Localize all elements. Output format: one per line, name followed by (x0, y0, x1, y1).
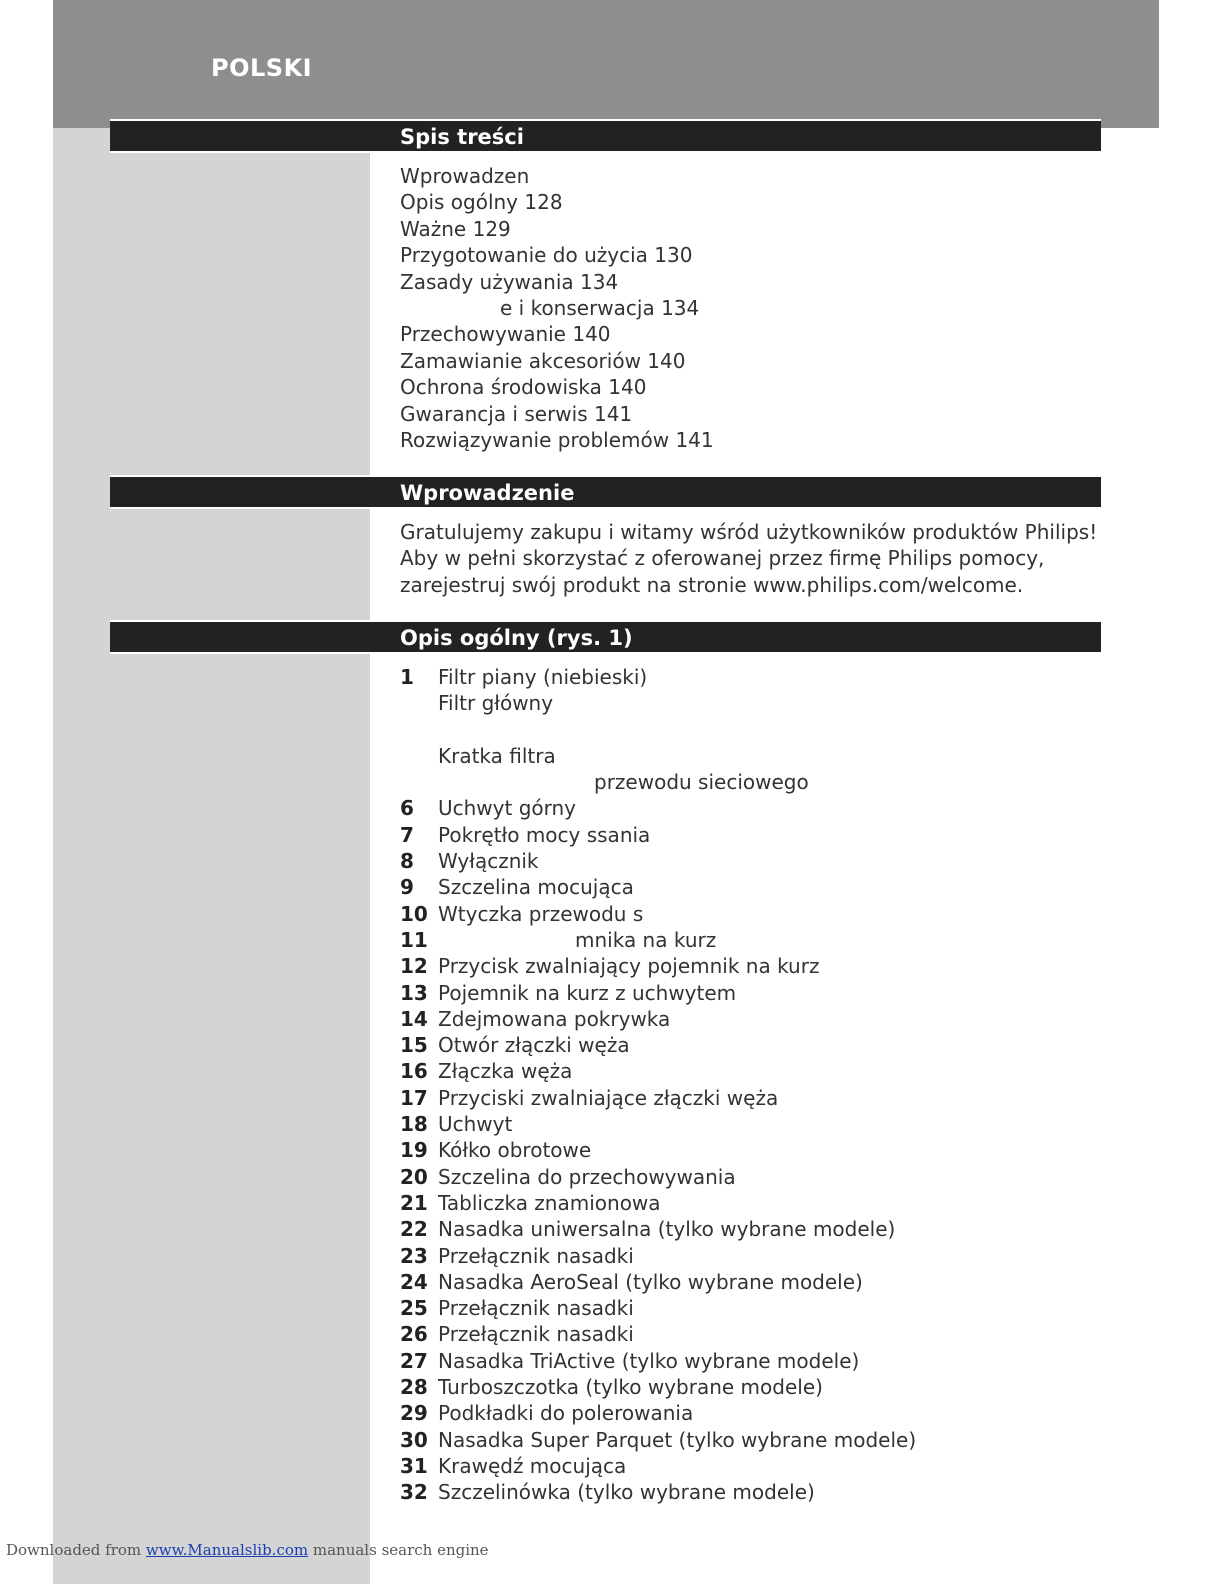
toc-item: Przechowywanie 140 (400, 322, 611, 347)
part-number: 8 (400, 849, 414, 874)
part-number: 17 (400, 1085, 428, 1110)
part-number: 16 (400, 1059, 428, 1084)
footer-credit (6, 1541, 489, 1559)
part-label: Złączka węża (438, 1059, 573, 1084)
part-number: 23 (400, 1243, 428, 1268)
part-item (400, 717, 916, 743)
part-item (400, 1006, 916, 1032)
part-number: 24 (400, 1269, 428, 1294)
part-label: Przełącznik nasadki (438, 1296, 634, 1321)
part-number: 32 (400, 1480, 428, 1505)
language-label: POLSKI (211, 54, 313, 82)
part-number: 12 (400, 954, 428, 979)
part-item (400, 848, 916, 874)
part-item (400, 1479, 916, 1505)
part-number: 9 (400, 875, 414, 900)
part-number (400, 717, 438, 743)
manualslib-link[interactable]: www.Manualslib.com (145, 1541, 309, 1559)
part-label: Pojemnik na kurz z uchwytem (438, 980, 737, 1005)
part-item (400, 1374, 916, 1400)
part-number: 22 (400, 1217, 428, 1242)
part-label: Kółko obrotowe (438, 1138, 592, 1163)
part-item (400, 874, 916, 900)
part-item (400, 1295, 916, 1321)
part-label: Tabliczka znamionowa (438, 1190, 661, 1215)
part-item (400, 743, 916, 769)
part-number: 13 (400, 980, 428, 1005)
footer-suffix: manuals search engine (308, 1541, 489, 1559)
part-item (400, 901, 916, 927)
part-label: Nasadka TriActive (tylko wybrane modele) (438, 1348, 860, 1373)
part-label: Kratka filtra (438, 743, 556, 768)
part-item (400, 1085, 916, 1111)
toc-item: Zamawianie akcesoriów 140 (400, 348, 686, 373)
toc-item: e i konserwacja 134 (500, 296, 700, 321)
part-item (400, 769, 916, 795)
part-number: 11 (400, 927, 428, 952)
part-item (400, 953, 916, 979)
part-label: Uchwyt (438, 1112, 513, 1137)
toc-list (400, 163, 714, 453)
toc-item: Gwarancja i serwis 141 (400, 401, 633, 426)
part-number: 27 (400, 1348, 428, 1373)
part-item (400, 1427, 916, 1453)
part-number: 29 (400, 1401, 428, 1426)
intro-header-bar (110, 475, 1101, 509)
part-label: Krawędź mocująca (438, 1453, 627, 1478)
part-label: Wtyczka przewodu s (438, 901, 644, 926)
toc-item: Rozwiązywanie problemów 141 (400, 428, 714, 453)
part-item (400, 1032, 916, 1058)
part-label: przewodu sieciowego (594, 770, 809, 795)
part-label: Nasadka AeroSeal (tylko wybrane modele) (438, 1269, 863, 1294)
part-item (400, 690, 916, 716)
part-item (400, 1216, 916, 1242)
part-number: 30 (400, 1427, 428, 1452)
part-label: Podkładki do polerowania (438, 1401, 694, 1426)
part-item (400, 1321, 916, 1347)
header-band (53, 0, 1159, 128)
part-item (400, 822, 916, 848)
part-label: Szczelina mocująca (438, 875, 634, 900)
part-item (400, 1137, 916, 1163)
part-number: 18 (400, 1112, 428, 1137)
part-number: 21 (400, 1190, 428, 1215)
part-label: Szczelinówka (tylko wybrane modele) (438, 1480, 815, 1505)
part-item (400, 1348, 916, 1374)
part-item (400, 1058, 916, 1084)
part-number: 20 (400, 1164, 428, 1189)
overview-header-bar (110, 620, 1101, 654)
toc-item: Ochrona środowiska 140 (400, 375, 647, 400)
part-number: 7 (400, 822, 414, 847)
part-label: Przyciski zwalniające złączki węża (438, 1085, 779, 1110)
part-item (400, 1269, 916, 1295)
toc-item: Opis ogólny 128 (400, 190, 563, 215)
part-label: Nasadka Super Parquet (tylko wybrane modele) (438, 1427, 917, 1452)
parts-list (400, 664, 916, 1506)
part-number: 28 (400, 1375, 428, 1400)
part-item (400, 1243, 916, 1269)
part-label: Turboszczotka (tylko wybrane modele) (438, 1375, 823, 1400)
part-number: 1 (400, 665, 414, 689)
part-label (438, 717, 444, 743)
part-label: Szczelina do przechowywania (438, 1164, 736, 1189)
intro-title: Wprowadzenie (400, 481, 575, 505)
part-item (400, 1164, 916, 1190)
part-number: 25 (400, 1296, 428, 1321)
toc-item: Przygotowanie do użycia 130 (400, 243, 693, 268)
part-item (400, 1190, 916, 1216)
toc-item: Wprowadzen (400, 164, 530, 188)
toc-header-bar (110, 119, 1101, 153)
part-label: Otwór złączki węża (438, 1033, 630, 1058)
part-label: Uchwyt górny (438, 796, 577, 821)
part-label: Pokrętło mocy ssania (438, 822, 651, 847)
part-label: Zdejmowana pokrywka (438, 1006, 671, 1031)
part-label: Wyłącznik (438, 849, 539, 874)
toc-item: Zasady używania 134 (400, 269, 619, 294)
part-label: Filtr główny (438, 691, 554, 716)
part-number (400, 743, 438, 769)
part-number: 26 (400, 1322, 428, 1347)
part-item (400, 1400, 916, 1426)
part-number: 31 (400, 1453, 428, 1478)
part-item (400, 980, 916, 1006)
part-label: Przełącznik nasadki (438, 1243, 634, 1268)
part-item (400, 795, 916, 821)
footer-prefix: Downloaded from (6, 1541, 146, 1559)
part-item (400, 664, 916, 690)
part-number: 10 (400, 901, 428, 926)
part-number: 6 (400, 796, 414, 821)
toc-title: Spis treści (400, 125, 524, 149)
part-number (400, 690, 438, 716)
part-number: 15 (400, 1033, 428, 1058)
overview-title: Opis ogólny (rys. 1) (400, 626, 633, 650)
part-label: mnika na kurz (575, 927, 717, 952)
part-number: 14 (400, 1006, 428, 1031)
intro-paragraph: Gratulujemy zakupu i witamy wśród użytkowników produktów Philips! Aby w pełni skorzystać z oferowanej przez firmę Philips pomocy, zarejestruj swój produkt na stronie www.philips.com/welcome. (400, 520, 1098, 597)
part-label: Przełącznik nasadki (438, 1322, 634, 1347)
part-item (400, 1111, 916, 1137)
part-label: Nasadka uniwersalna (tylko wybrane modele) (438, 1217, 896, 1242)
side-strip (53, 128, 370, 1584)
part-item (400, 927, 916, 953)
part-number (400, 769, 438, 795)
part-item (400, 1453, 916, 1479)
part-label: Filtr piany (niebieski) (438, 665, 648, 689)
part-label: Przycisk zwalniający pojemnik na kurz (438, 954, 820, 979)
toc-item: Ważne 129 (400, 216, 511, 241)
part-number: 19 (400, 1138, 428, 1163)
